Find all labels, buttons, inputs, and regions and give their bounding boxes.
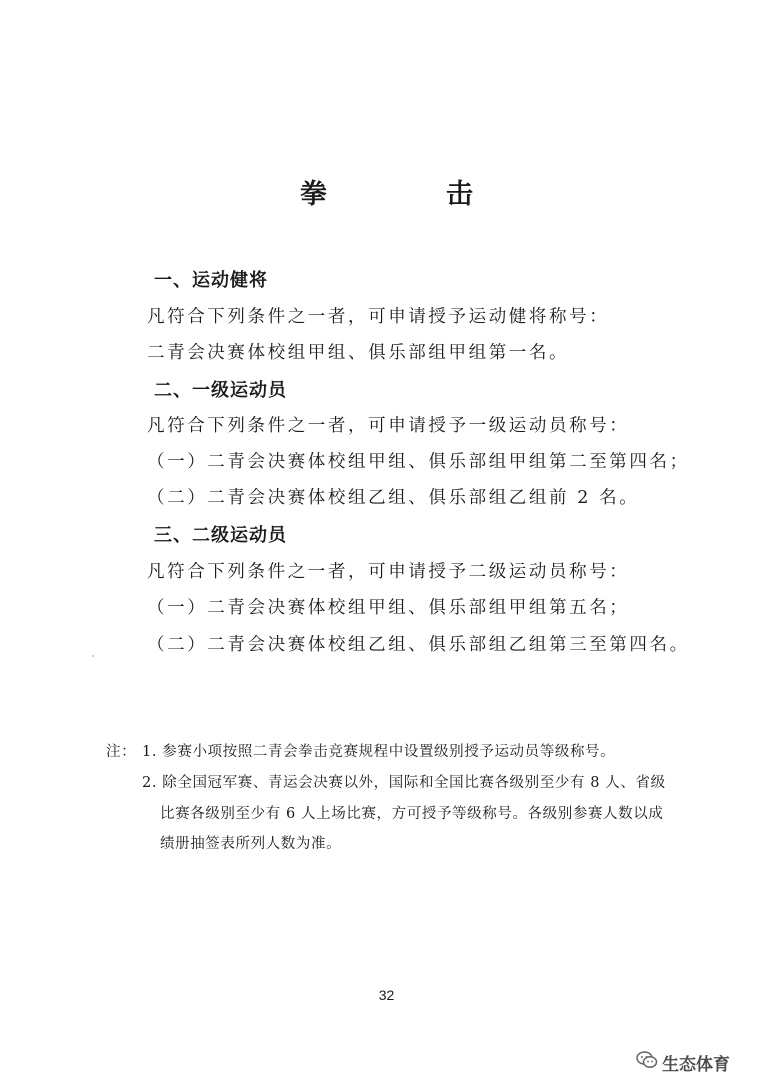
section-1-line-2: 二青会决赛体校组甲组、俱乐部组甲组第一名。: [147, 343, 570, 363]
section-heading-second-class: 三、二级运动员: [154, 525, 287, 546]
watermark-text: 生态体育: [662, 1055, 730, 1075]
section-heading-first-class: 二、一级运动员: [154, 380, 287, 401]
section-2-line-1: 凡符合下列条件之一者，可申请授予一级运动员称号：: [147, 416, 630, 436]
page-number: 32: [378, 987, 395, 1003]
note-item-1: 1. 参赛小项按照二青会拳击竞赛规程中设置级别授予运动员等级称号。: [142, 744, 616, 760]
section-2-line-2: （一）二青会决赛体校组甲组、俱乐部组甲组第二至第四名；: [147, 452, 690, 472]
section-3-line-2: （一）二青会决赛体校组甲组、俱乐部组甲组第五名；: [147, 598, 630, 618]
section-3-line-3: （二）二青会决赛体校组乙组、俱乐部组乙组第三至第四名。: [147, 635, 690, 655]
wechat-icon: [636, 1051, 658, 1074]
page-title: 拳 击: [300, 179, 519, 210]
note-item-2-line-2: 比赛各级别至少有 6 人上场比赛，方可授予等级称号。各级别参赛人数以成: [160, 806, 664, 822]
notes-label: 注：: [106, 744, 137, 760]
scan-speck: [92, 655, 94, 657]
note-item-2-line-1: 2. 除全国冠军赛、青运会决赛以外，国际和全国比赛各级别至少有 8 人、省级: [142, 775, 666, 791]
section-2-line-3: （二）二青会决赛体校组乙组、俱乐部组乙组前 2 名。: [147, 488, 640, 508]
watermark: [636, 1050, 730, 1075]
section-1-line-1: 凡符合下列条件之一者，可申请授予运动健将称号：: [147, 307, 610, 327]
note-item-2-line-3: 绩册抽签表所列人数为准。: [160, 836, 342, 852]
section-3-line-1: 凡符合下列条件之一者，可申请授予二级运动员称号：: [147, 562, 630, 582]
section-heading-athlete-master: 一、运动健将: [154, 270, 268, 291]
